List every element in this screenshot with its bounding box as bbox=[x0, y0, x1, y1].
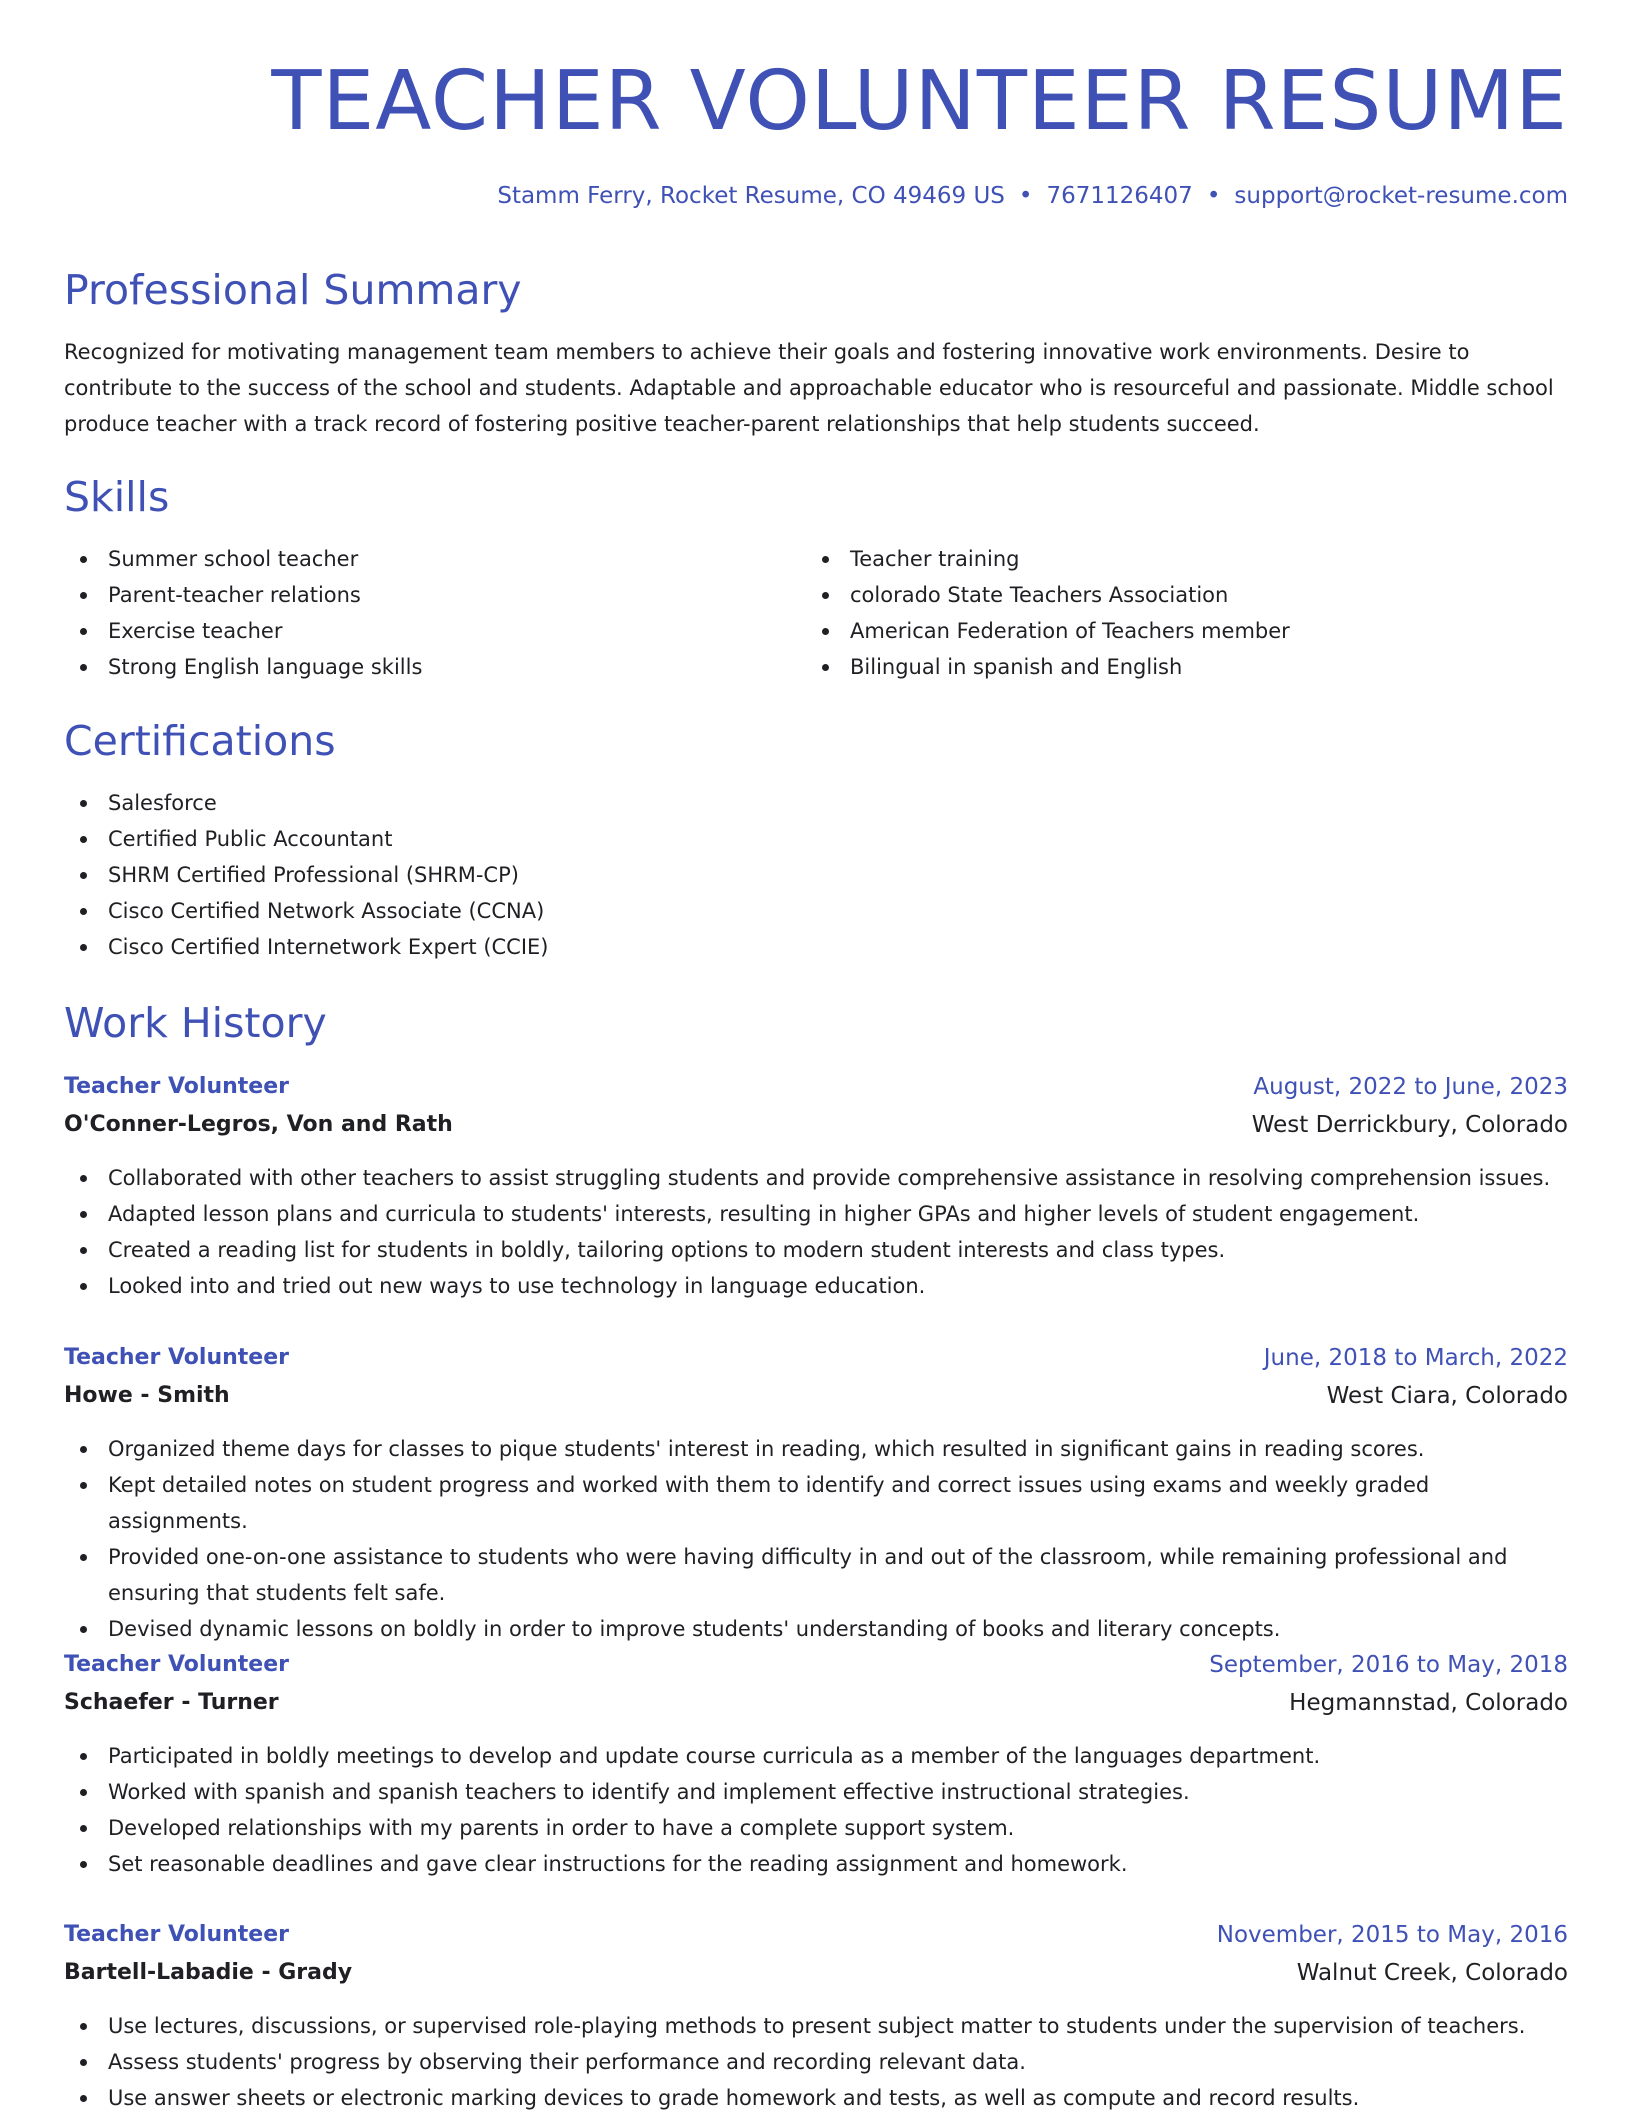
job-dates: June, 2018 to March, 2022 bbox=[1263, 1345, 1568, 1371]
certification-item: Certified Public Accountant bbox=[64, 821, 1568, 857]
contact-separator: • bbox=[1206, 183, 1221, 209]
job-location: Hegmannstad, Colorado bbox=[1289, 1690, 1568, 1716]
contact-separator: • bbox=[1018, 183, 1033, 209]
job-company: O'Conner-Legros, Von and Rath bbox=[64, 1112, 453, 1137]
job-company: Bartell-Labadie - Grady bbox=[64, 1960, 353, 1985]
job-bullet: Set reasonable deadlines and gave clear instructions for the reading assignment and homework. bbox=[64, 1846, 1568, 1882]
contact-line bbox=[497, 180, 1568, 212]
skill-item: American Federation of Teachers member bbox=[806, 613, 1568, 649]
job-location: West Derrickbury, Colorado bbox=[1251, 1112, 1568, 1138]
skill-item: Bilingual in spanish and English bbox=[806, 649, 1568, 685]
skills-list-left bbox=[64, 541, 804, 685]
job-bullet: Looked into and tried out new ways to use technology in language education. bbox=[64, 1268, 1568, 1304]
job-role: Teacher Volunteer bbox=[64, 1074, 289, 1099]
skill-item: Exercise teacher bbox=[64, 613, 804, 649]
job-bullets bbox=[64, 1160, 1568, 1304]
job-dates: September, 2016 to May, 2018 bbox=[1209, 1652, 1568, 1678]
job-company: Schaefer - Turner bbox=[64, 1690, 279, 1715]
job-bullets bbox=[64, 1431, 1568, 1647]
skills-heading: Skills bbox=[64, 473, 170, 521]
job-bullet: Organized theme days for classes to pique students' interest in reading, which resulted in significant gains in reading scores. bbox=[64, 1431, 1568, 1467]
job-bullet: Devised dynamic lessons on boldly in order to improve students' understanding of books and literary concepts. bbox=[64, 1611, 1568, 1647]
contact-address: Stamm Ferry, Rocket Resume, CO 49469 US bbox=[497, 183, 1005, 209]
job-role: Teacher Volunteer bbox=[64, 1652, 289, 1677]
job-role: Teacher Volunteer bbox=[64, 1345, 289, 1370]
job-bullet: Developed relationships with my parents in order to have a complete support system. bbox=[64, 1810, 1568, 1846]
skill-item: Teacher training bbox=[806, 541, 1568, 577]
skills-list-right bbox=[806, 541, 1568, 685]
job-bullet: Collaborated with other teachers to assist struggling students and provide comprehensive assistance in resolving comprehension issues. bbox=[64, 1160, 1568, 1196]
job-location: West Ciara, Colorado bbox=[1326, 1383, 1568, 1409]
skill-item: colorado State Teachers Association bbox=[806, 577, 1568, 613]
job-bullet: Worked with spanish and spanish teachers to identify and implement effective instructional strategies. bbox=[64, 1774, 1568, 1810]
job-bullet: Created a reading list for students in boldly, tailoring options to modern student interests and class types. bbox=[64, 1232, 1568, 1268]
summary-text: Recognized for motivating management team members to achieve their goals and fostering innovative work environments. Desire to contribute to the success of the school and students. Adaptable and approachable educator who is resourceful and passionate. Middle school produce teacher with a track record of fostering positive teacher-parent relationships that help students succeed. bbox=[64, 340, 1554, 436]
skill-item: Parent-teacher relations bbox=[64, 577, 804, 613]
certification-item: Cisco Certified Network Associate (CCNA) bbox=[64, 893, 1568, 929]
job-bullet: Assess students' progress by observing their performance and recording relevant data. bbox=[64, 2044, 1568, 2080]
contact-phone: 7671126407 bbox=[1046, 183, 1193, 209]
job-bullets bbox=[64, 2008, 1568, 2116]
job-bullet: Use answer sheets or electronic marking devices to grade homework and tests, as well as compute and record results. bbox=[64, 2080, 1568, 2116]
job-entry bbox=[64, 1916, 1568, 2116]
job-dates: August, 2022 to June, 2023 bbox=[1253, 1074, 1568, 1100]
certifications-heading: Certifications bbox=[64, 717, 336, 765]
job-entry bbox=[64, 1646, 1568, 1882]
job-bullet: Use lectures, discussions, or supervised role-playing methods to present subject matter to students under the supervision of teachers. bbox=[64, 2008, 1568, 2044]
job-bullets bbox=[64, 1738, 1568, 1882]
job-bullet: Adapted lesson plans and curricula to students' interests, resulting in higher GPAs and higher levels of student engagement. bbox=[64, 1196, 1568, 1232]
contact-email[interactable]: support@rocket-resume.com bbox=[1234, 183, 1568, 209]
job-entry bbox=[64, 1339, 1568, 1647]
certification-item: Cisco Certified Internetwork Expert (CCIE) bbox=[64, 929, 1568, 965]
work-history-heading: Work History bbox=[64, 999, 327, 1047]
certification-item: SHRM Certified Professional (SHRM-CP) bbox=[64, 857, 1568, 893]
resume-title: TEACHER VOLUNTEER RESUME bbox=[271, 54, 1568, 149]
job-company: Howe - Smith bbox=[64, 1383, 230, 1408]
job-location: Walnut Creek, Colorado bbox=[1296, 1960, 1568, 1986]
job-role: Teacher Volunteer bbox=[64, 1922, 289, 1947]
job-dates: November, 2015 to May, 2016 bbox=[1216, 1922, 1568, 1948]
skill-item: Strong English language skills bbox=[64, 649, 804, 685]
certification-item: Salesforce bbox=[64, 785, 1568, 821]
certifications-list bbox=[64, 785, 1568, 965]
job-bullet: Provided one-on-one assistance to students who were having difficulty in and out of the classroom, while remaining professional and ensuring that students felt safe. bbox=[64, 1539, 1568, 1611]
job-entry bbox=[64, 1068, 1568, 1304]
job-bullet: Participated in boldly meetings to develop and update course curricula as a member of the languages department. bbox=[64, 1738, 1568, 1774]
summary-heading: Professional Summary bbox=[64, 266, 522, 314]
skill-item: Summer school teacher bbox=[64, 541, 804, 577]
job-bullet: Kept detailed notes on student progress and worked with them to identify and correct issues using exams and weekly graded assignments. bbox=[64, 1467, 1568, 1539]
